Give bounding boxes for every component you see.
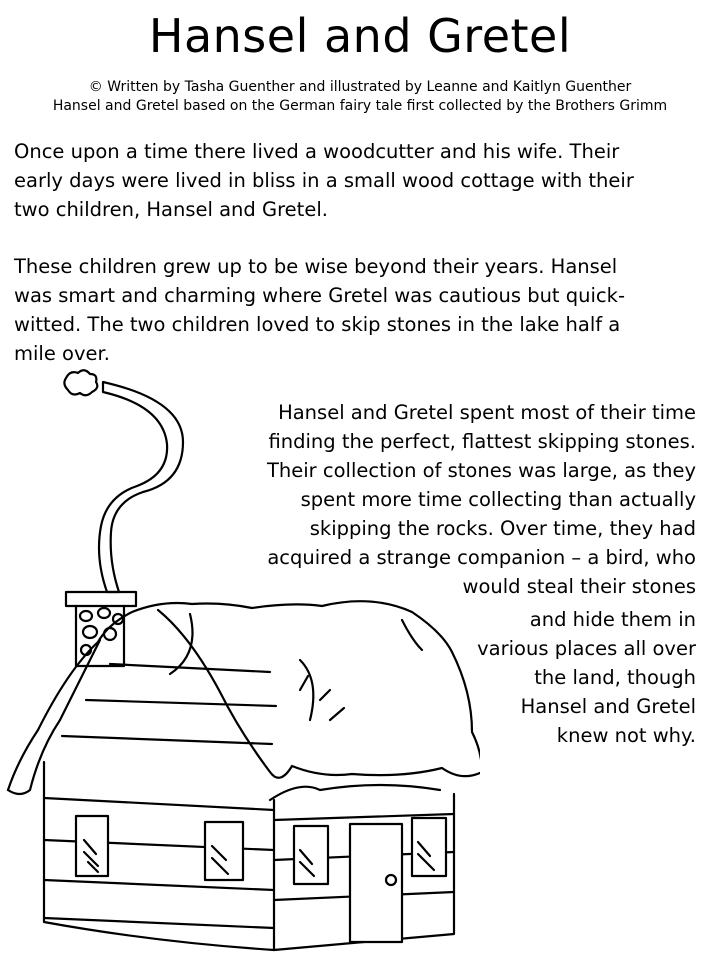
window-icon [205, 822, 243, 880]
credit-line: Hansel and Gretel based on the German fairy tale first collected by the Brothers Grimm [52, 98, 668, 114]
text-line: Hansel and Gretel spent most of their time [278, 401, 696, 424]
chimney-icon [66, 592, 136, 666]
text-line: mile over. [14, 342, 110, 365]
text-line: two children, Hansel and Gretel. [14, 198, 328, 221]
text-line: Once upon a time there lived a woodcutter and his wife. Their [14, 140, 620, 163]
text-line: knew not why. [556, 724, 696, 747]
text-line: These children grew up to be wise beyond their years. Hansel [14, 255, 618, 278]
text-line: spent more time collecting than actually [300, 488, 696, 511]
window-icon [76, 816, 108, 876]
credits [0, 78, 720, 116]
text-line: Their collection of stones was large, as they [266, 459, 696, 482]
text-line: the land, though [534, 666, 696, 689]
text-line: skipping the rocks. Over time, they had [309, 517, 696, 540]
window-icon [412, 818, 446, 876]
thatched-roof-icon [8, 601, 480, 800]
text-line: was smart and charming where Gretel was cautious but quick- [14, 284, 625, 307]
door-icon [350, 824, 402, 942]
window-icon [294, 826, 328, 884]
smoke-icon [64, 370, 183, 592]
text-line: and hide them in [529, 608, 696, 631]
text-line: acquired a strange companion – a bird, who [267, 546, 696, 569]
credit-line: © Written by Tasha Guenther and illustrated by Leanne and Kaitlyn Guenther [88, 79, 632, 95]
page-title: Hansel and Gretel [148, 9, 572, 63]
story-paragraph-3-continued [477, 605, 696, 750]
text-line: various places all over [477, 637, 696, 660]
cottage-illustration [0, 360, 480, 960]
story-paragraph-1 [14, 137, 714, 224]
text-line: witted. The two children loved to skip stones in the lake half a [14, 313, 621, 336]
text-line: early days were lived in bliss in a small wood cottage with their [14, 169, 634, 192]
text-line: would steal their stones [462, 575, 696, 598]
text-line: finding the perfect, flattest skipping stones. [268, 430, 696, 453]
text-line: Hansel and Gretel [520, 695, 696, 718]
story-paragraph-2 [14, 252, 714, 368]
